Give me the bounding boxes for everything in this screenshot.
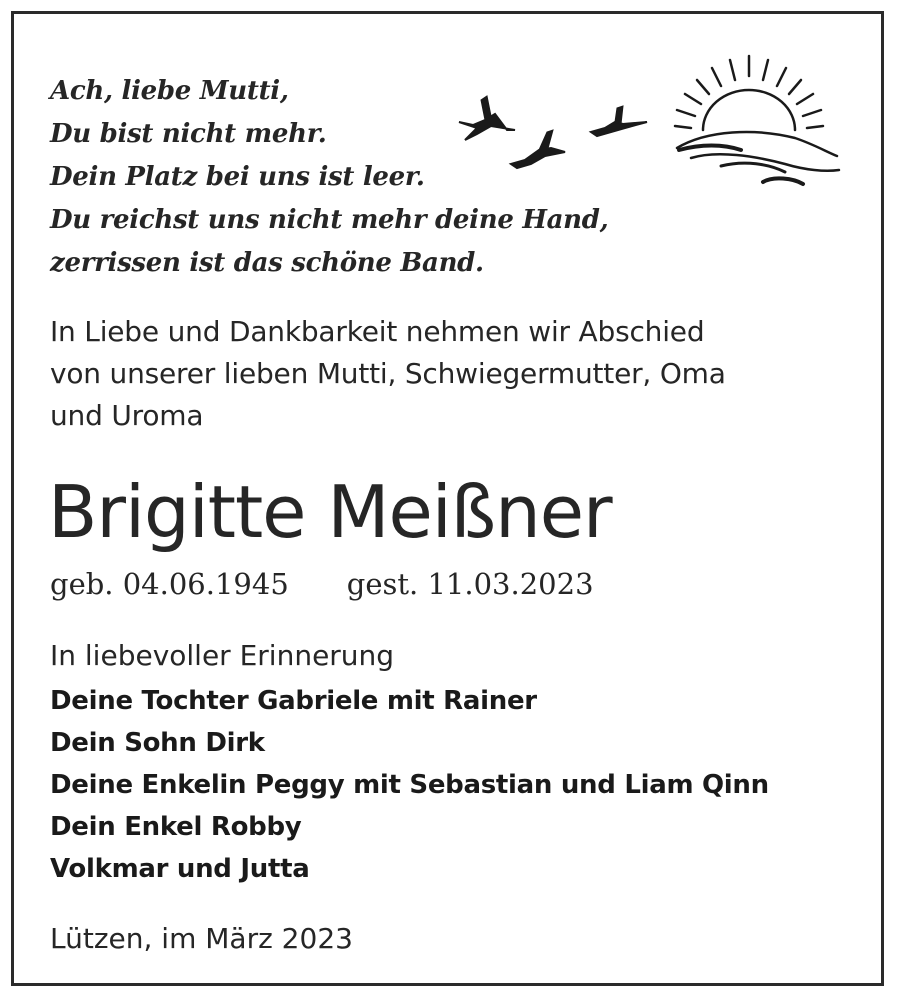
- mourners-list: [50, 680, 769, 890]
- mourner: Volkmar und Jutta: [50, 854, 310, 884]
- mourner: Dein Sohn Dirk: [50, 728, 265, 758]
- intro-line: In Liebe und Dankbarkeit nehmen wir Abschied: [50, 315, 705, 348]
- intro-line: und Uroma: [50, 399, 204, 432]
- poem-line: zerrissen ist das schöne Band.: [50, 248, 484, 278]
- intro-text: [50, 311, 726, 437]
- mourner: Deine Enkelin Peggy mit Sebastian und Liam Qinn: [50, 770, 769, 800]
- life-dates: [50, 563, 594, 605]
- sunset-over-hills-icon: [675, 56, 839, 184]
- birds-flying-icon: [459, 96, 647, 168]
- intro-line: von unserer lieben Mutti, Schwiegermutter, Oma: [50, 357, 726, 390]
- death-date: gest. 11.03.2023: [346, 567, 594, 601]
- poem-line: Ach, liebe Mutti,: [50, 76, 289, 106]
- poem-line: Du reichst uns nicht mehr deine Hand,: [50, 205, 609, 235]
- poem-line: Du bist nicht mehr.: [50, 119, 327, 149]
- mourner: Deine Tochter Gabriele mit Rainer: [50, 686, 537, 716]
- mourner: Dein Enkel Robby: [50, 812, 302, 842]
- poem-line: Dein Platz bei uns ist leer.: [50, 162, 425, 192]
- remembrance-line: In liebevoller Erinnerung: [50, 639, 395, 672]
- illustration: [455, 52, 845, 197]
- birth-date: geb. 04.06.1945: [50, 567, 289, 601]
- place-and-date: Lützen, im März 2023: [50, 922, 353, 955]
- deceased-name: Brigitte Meißner: [48, 470, 612, 554]
